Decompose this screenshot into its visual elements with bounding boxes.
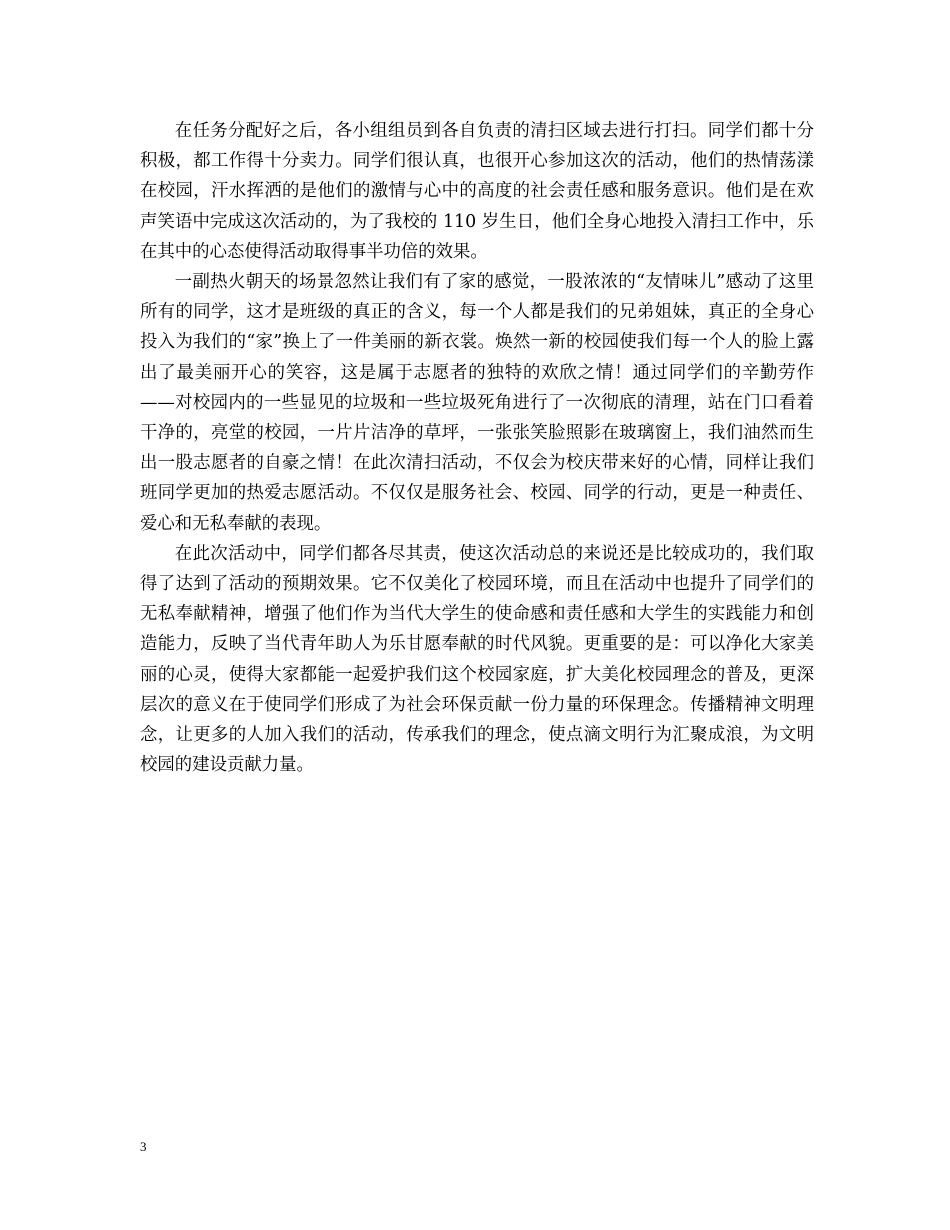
- paragraph-3: 在此次活动中，同学们都各尽其责，使这次活动总的来说还是比较成功的，我们取得了达到了活动的预期效果。它不仅美化了校园环境，而且在活动中也提升了同学们的无私奉献精神，增强了他们作为当代大学生的使命感和责任感和大学生的实践能力和创造能力，反映了当代青年助人为乐甘愿奉献的时代风貌。更重要的是：可以净化大家美丽的心灵，使得大家都能一起爱护我们这个校园家庭，扩大美化校园理念的普及，更深层次的意义在于使同学们形成了为社会环保贡献一份力量的环保理念。传播精神文明理念，让更多的人加入我们的活动，传承我们的理念，使点滴文明行为汇聚成浪，为文明校园的建设贡献力量。: [140, 543, 814, 776]
- document-body: [140, 116, 814, 780]
- paragraph-2: 一副热火朝天的场景忽然让我们有了家的感觉，一股浓浓的“友情味儿”感动了这里所有的同学，这才是班级的真正的含义，每一个人都是我们的兄弟姐妹，真正的全身心投入为我们的“家”换上了一件美丽的新衣裳。焕然一新的校园使我们每一个人的脸上露出了最美丽开心的笑容，这是属于志愿者的独特的欢欣之情！通过同学们的辛勤劳作——对校园内的一些显见的垃圾和一些垃圾死角进行了一次彻底的清理，站在门口看着干净的，亮堂的校园，一片片洁净的草坪，一张张笑脸照影在玻璃窗上，我们油然而生出一股志愿者的自豪之情！在此次清扫活动，不仅会为校庆带来好的心情，同样让我们班同学更加的热爱志愿活动。不仅仅是服务社会、校园、同学的行动，更是一种责任、爱心和无私奉献的表现。: [140, 272, 814, 534]
- page-number: 3: [140, 1139, 147, 1154]
- paragraph-1: 在任务分配好之后，各小组组员到各自负责的清扫区域去进行打扫。同学们都十分积极，都工作得十分卖力。同学们很认真，也很开心参加这次的活动，他们的热情荡漾在校园，汗水挥洒的是他们的激情与心中的高度的社会责任感和服务意识。他们是在欢声笑语中完成这次活动的，为了我校的 110 岁生日，他们全身心地投入清扫工作中，乐在其中的心态使得活动取得事半功倍的效果。: [140, 121, 814, 262]
